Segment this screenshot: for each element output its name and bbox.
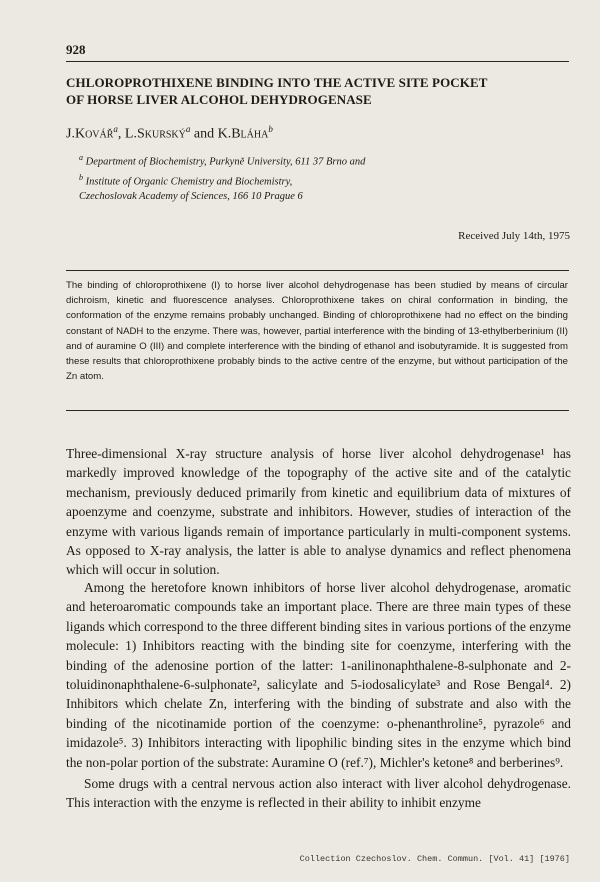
received-date: Received July 14th, 1975 — [458, 230, 570, 242]
affiliation-b — [79, 170, 519, 190]
author-1-affil-mark: a — [113, 124, 118, 134]
author-separator-1: , — [117, 126, 125, 142]
author-2-initial: L. — [124, 126, 137, 142]
author-list — [66, 124, 273, 143]
affiliation-b-line-2: Czechoslovak Academy of Sciences, 166 10 Prague 6 — [79, 191, 303, 202]
abstract-top-rule — [66, 270, 569, 271]
author-1-surname: Kovář — [74, 126, 114, 142]
author-3-initial: K. — [217, 126, 232, 142]
page-number: 928 — [66, 42, 86, 57]
abstract-bottom-rule — [66, 410, 569, 411]
journal-footer: Collection Czechoslov. Chem. Commun. [Vol. 41] [1976] — [299, 854, 570, 864]
affiliation-a-text: Department of Biochemistry, Purkyně University, 611 37 Brno and — [83, 156, 366, 168]
article-title — [66, 74, 546, 108]
body-paragraph-1: Three-dimensional X-ray structure analysis of horse liver alcohol dehydrogenase¹ has markedly improved knowledge of the topography of the active site and of the catalytic mechanism, previously deduced primarily from kinetic and equilibrium data of mixtures of apoenzyme and coenzyme, substrate and inhibitors. However, studies of interaction of the enzyme with various ligands remain of importance particularly in multi-component systems. As opposed to X-ray analysis, the latter is able to analyse dynamics and reflect phenomena which will occur in solution. — [66, 446, 571, 578]
affiliation-b-mark: b — [79, 172, 83, 182]
affiliations — [79, 150, 519, 204]
abstract: The binding of chloroprothixene (I) to horse liver alcohol dehydrogenase has been studied by means of circular dichroism, kinetic and fluorescence analyses. Chloroprothixene takes on chiral conformation in binding, the conformation of the enzyme remains probably unchanged. Binding of chloroprothixene had no effect on the binding constant of NADH to the enzyme. There was, however, partial interference with the binding of 13-ethylberberinium (II) and of auramine O (III) and complete interference with the binding of ethanol and isobutyramide. It is suggested from these results that chloroprothixene probably binds to the active centre of the enzyme, but without participation of the Zn atom. — [66, 280, 568, 383]
body-paragraph-3: Some drugs with a central nervous action also interact with liver alcohol dehydrogenase. This interaction with the enzyme is reflected in their ability to inhibit enzyme — [66, 776, 571, 811]
author-2-affil-mark: a — [185, 124, 191, 134]
author-3-surname: Bláha — [231, 126, 269, 142]
affiliation-a — [79, 150, 519, 170]
affiliation-a-mark: a — [79, 153, 83, 162]
author-1-initial: J. — [66, 126, 75, 142]
body-paragraph-2: Among the heretofore known inhibitors of horse liver alcohol dehydrogenase, aromatic and heteroaromatic compounds take an important place. There are three main types of these ligands which correspond to the three different binding sites in various portions of the enzyme molecule: 1) Inhibitors reacting with the binding site for coenzyme, interfering with the binding of the adenosine portion of the latter: 1-anilinonaphthalene-8-sulphonate and 2-toluidinonaphthalene-6-sulphonate², salicylate and 5-iodosalicylate³ and Rose Bengal⁴. 2) Inhibitors which chelate Zn, interfering with the binding of substrate and also with the binding of the nicotinamide portion of the coenzyme: o-phenanthroline⁵, pyrazole⁶ and imidazole⁵. 3) Inhibitors interacting with lipophilic binding sites in the enzyme which bind the non-polar portion of the substrate: Auramine O (ref.⁷), Michler's ketone⁸ and berberines⁹. — [66, 580, 571, 770]
author-2-surname: Skurský — [136, 126, 186, 142]
header-rule — [66, 61, 569, 62]
author-3-affil-mark: b — [268, 124, 273, 134]
title-line-1: CHLOROPROTHIXENE BINDING INTO THE ACTIVE SITE POCKET — [66, 75, 488, 90]
title-line-2: OF HORSE LIVER ALCOHOL DEHYDROGENASE — [66, 92, 372, 107]
affiliation-b-text: Institute of Organic Chemistry and Biochemistry, — [83, 176, 293, 187]
author-separator-2: and — [190, 126, 218, 142]
